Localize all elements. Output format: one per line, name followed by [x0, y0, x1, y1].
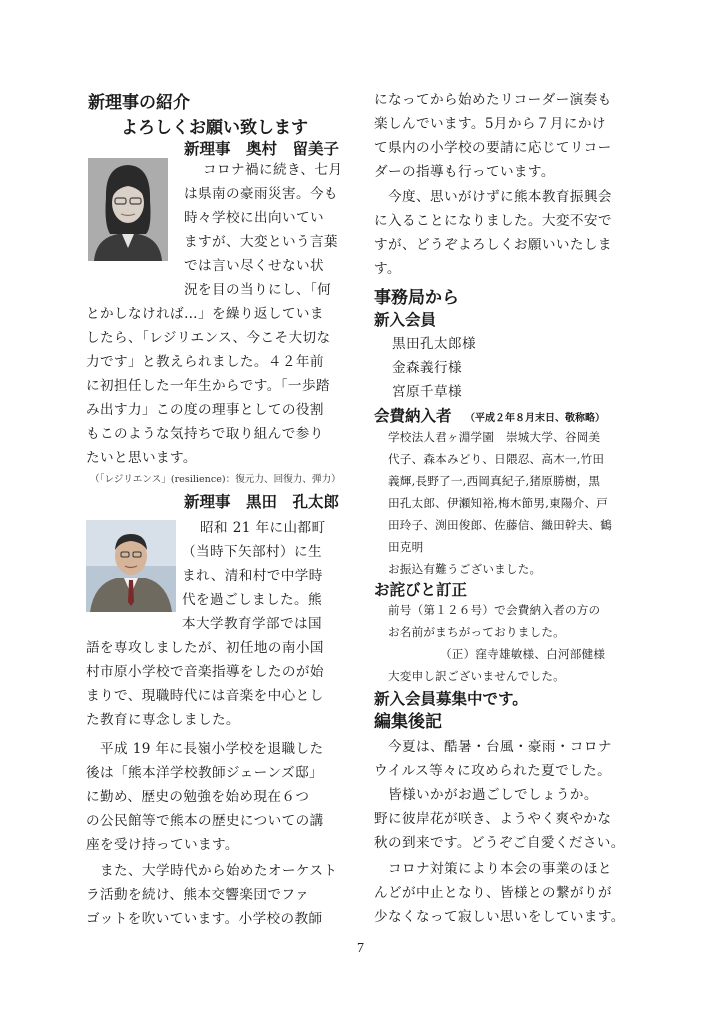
d2-line-13: 座を受け持っています。 [86, 837, 239, 853]
apology-line-2: （正）窪寺雄敏様、白河部健様 [440, 647, 606, 661]
cont-line-5: に入ることになりました。大変不安で [374, 213, 612, 229]
editor-line-2: 皆様いかがお過ごしでしょうか。 [388, 787, 598, 803]
director1-portrait [88, 158, 168, 261]
d1-line-9: に初担任した一年生からです。「一歩踏 [86, 378, 330, 394]
d1-line-12: たいと思います。 [86, 450, 197, 466]
editor-line-4: 秋の到来です。どうぞご自愛ください。 [374, 835, 625, 851]
editor-line-1: ウイルス等々に攻められた夏でした。 [374, 763, 612, 779]
d2-line-14: また、大学時代から始めたオーケスト [100, 863, 338, 879]
resilience-note: （「レジリエンス」(resilience)：復元力、回復力、弾力） [90, 474, 341, 485]
d1-line-5: 況を目の当りにし、「何 [184, 282, 332, 298]
d2-line-0: 昭和 21 年に山都町 [200, 520, 326, 536]
director1-heading: 新理事 奥村 留美子 [184, 140, 340, 158]
d1-line-3: ますが、大変という言葉 [184, 234, 338, 250]
recruit-title: 新入会員募集中です。 [374, 690, 528, 708]
fee-subtitle: （平成２年８月末日、敬称略） [465, 413, 605, 424]
fee-line-3: 田孔太郎、伊瀬知裕,梅木節男,東陽介、戸 [388, 496, 609, 510]
fee-line-2: 義輝,長野了一,西岡真紀子,猪原勝樹，黒 [388, 474, 601, 488]
fee-title: 会費納入者 [374, 407, 452, 425]
editor-line-3: 野に彼岸花が咲き、ようやく爽やかな [374, 811, 612, 827]
editor-line-7: 少なくなって寂しい思いをしています。 [374, 909, 625, 925]
editor-line-6: んどが中止となり、皆様との繋がりが [374, 885, 612, 901]
fee-line-5: 田克明 [388, 540, 424, 554]
new-member-2: 宮原千草様 [392, 384, 462, 400]
new-member-1: 金森義行様 [392, 360, 462, 376]
cont-line-2: て県内の小学校の要請に応じてリコー [374, 140, 612, 156]
d1-line-1: は県南の豪雨災害。今も [184, 186, 338, 202]
d2-line-3: 代を過ごしました。熊 [182, 592, 322, 608]
d1-line-7: したら、「レジリエンス、今こそ大切な [86, 330, 331, 346]
cont-line-3: ダーの指導も行っています。 [374, 164, 555, 180]
cont-line-7: す。 [374, 261, 401, 277]
editor-line-0: 今夏は、酷暑・台風・豪雨・コロナ [388, 739, 612, 755]
d2-line-12: の公民館等で熊本の歴史についての講 [86, 813, 324, 829]
director2-heading: 新理事 黒田 孔太郎 [184, 493, 340, 511]
apology-line-3: 大変申し訳ございませんでした。 [388, 669, 565, 683]
d2-line-9: 平成 19 年に長嶺小学校を退職した [100, 741, 324, 757]
cont-line-0: になってから始めたリコーダー演奏も [374, 92, 612, 108]
office-title: 事務局から [374, 288, 459, 308]
d2-line-6: 村市原小学校で音楽指導をしたのが始 [86, 664, 324, 680]
director2-portrait [86, 520, 176, 612]
page-number: 7 [357, 941, 364, 956]
d1-line-0: コロナ禍に続き、七月 [203, 162, 343, 178]
d2-line-5: 語を専攻しましたが、初任地の南小国 [86, 640, 324, 656]
d2-line-7: まりで、現職時代には音楽を中心とし [86, 688, 324, 704]
d1-line-2: 時々学校に出向いてい [184, 210, 324, 226]
new-member-0: 黒田孔太郎様 [392, 336, 476, 352]
d2-line-15: ラ活動を続け、熊本交響楽団でファ [86, 887, 310, 903]
fee-thanks: お振込有難うございました。 [388, 562, 542, 576]
d1-line-4: では言い尽くせない状 [184, 258, 324, 274]
editor-line-5: コロナ対策により本会の事業のほと [388, 861, 612, 877]
section-subtitle: よろしくお願い致します [121, 118, 308, 138]
d2-line-8: た教育に専念しました。 [86, 712, 240, 728]
fee-line-0: 学校法人君ヶ淵学園 崇城大学、谷岡美 [388, 430, 601, 444]
fee-line-1: 代子、森本みどり、日隈忍、高木一,竹田 [388, 452, 605, 466]
d2-line-2: まれ、清和村で中学時 [182, 568, 323, 584]
d2-line-10: 後は「熊本洋学校教師ジェーンズ邸」 [86, 765, 323, 781]
apology-line-1: お名前がまちがっておりました。 [388, 625, 565, 639]
d1-line-8: 力です」と教えられました。４２年前 [86, 354, 324, 370]
d2-line-11: に勤め、歴史の勉強を始め現在６つ [86, 789, 310, 805]
cont-line-1: 楽しんでいます。5月から７月にかけ [374, 116, 606, 132]
d1-line-11: もこのような気持ちで取り組んで参り [86, 426, 324, 442]
apology-title: お詫びと訂正 [374, 581, 468, 599]
d2-line-1: （当時下矢部村）に生 [182, 544, 322, 560]
d2-line-16: ゴットを吹いています。小学校の教師 [86, 911, 323, 927]
d2-line-4: 本大学教育学部では国 [182, 616, 322, 632]
d1-line-6: とかしなければ…」を繰り返していま [86, 306, 324, 322]
cont-line-4: 今度、思いがけずに熊本教育振興会 [388, 189, 612, 205]
d1-line-10: み出す力」この度の理事としての役割 [86, 402, 324, 418]
fee-line-4: 田玲子、渕田俊郎、佐藤信、織田幹夫、鶴 [388, 518, 613, 532]
cont-line-6: すが、どうぞよろしくお願いいたしま [374, 237, 612, 253]
editor-title: 編集後記 [374, 712, 442, 732]
apology-line-0: 前号（第１２６号）で会費納入者の方の [388, 603, 601, 617]
new-members-title: 新入会員 [374, 311, 437, 329]
section-title: 新理事の紹介 [88, 93, 190, 113]
